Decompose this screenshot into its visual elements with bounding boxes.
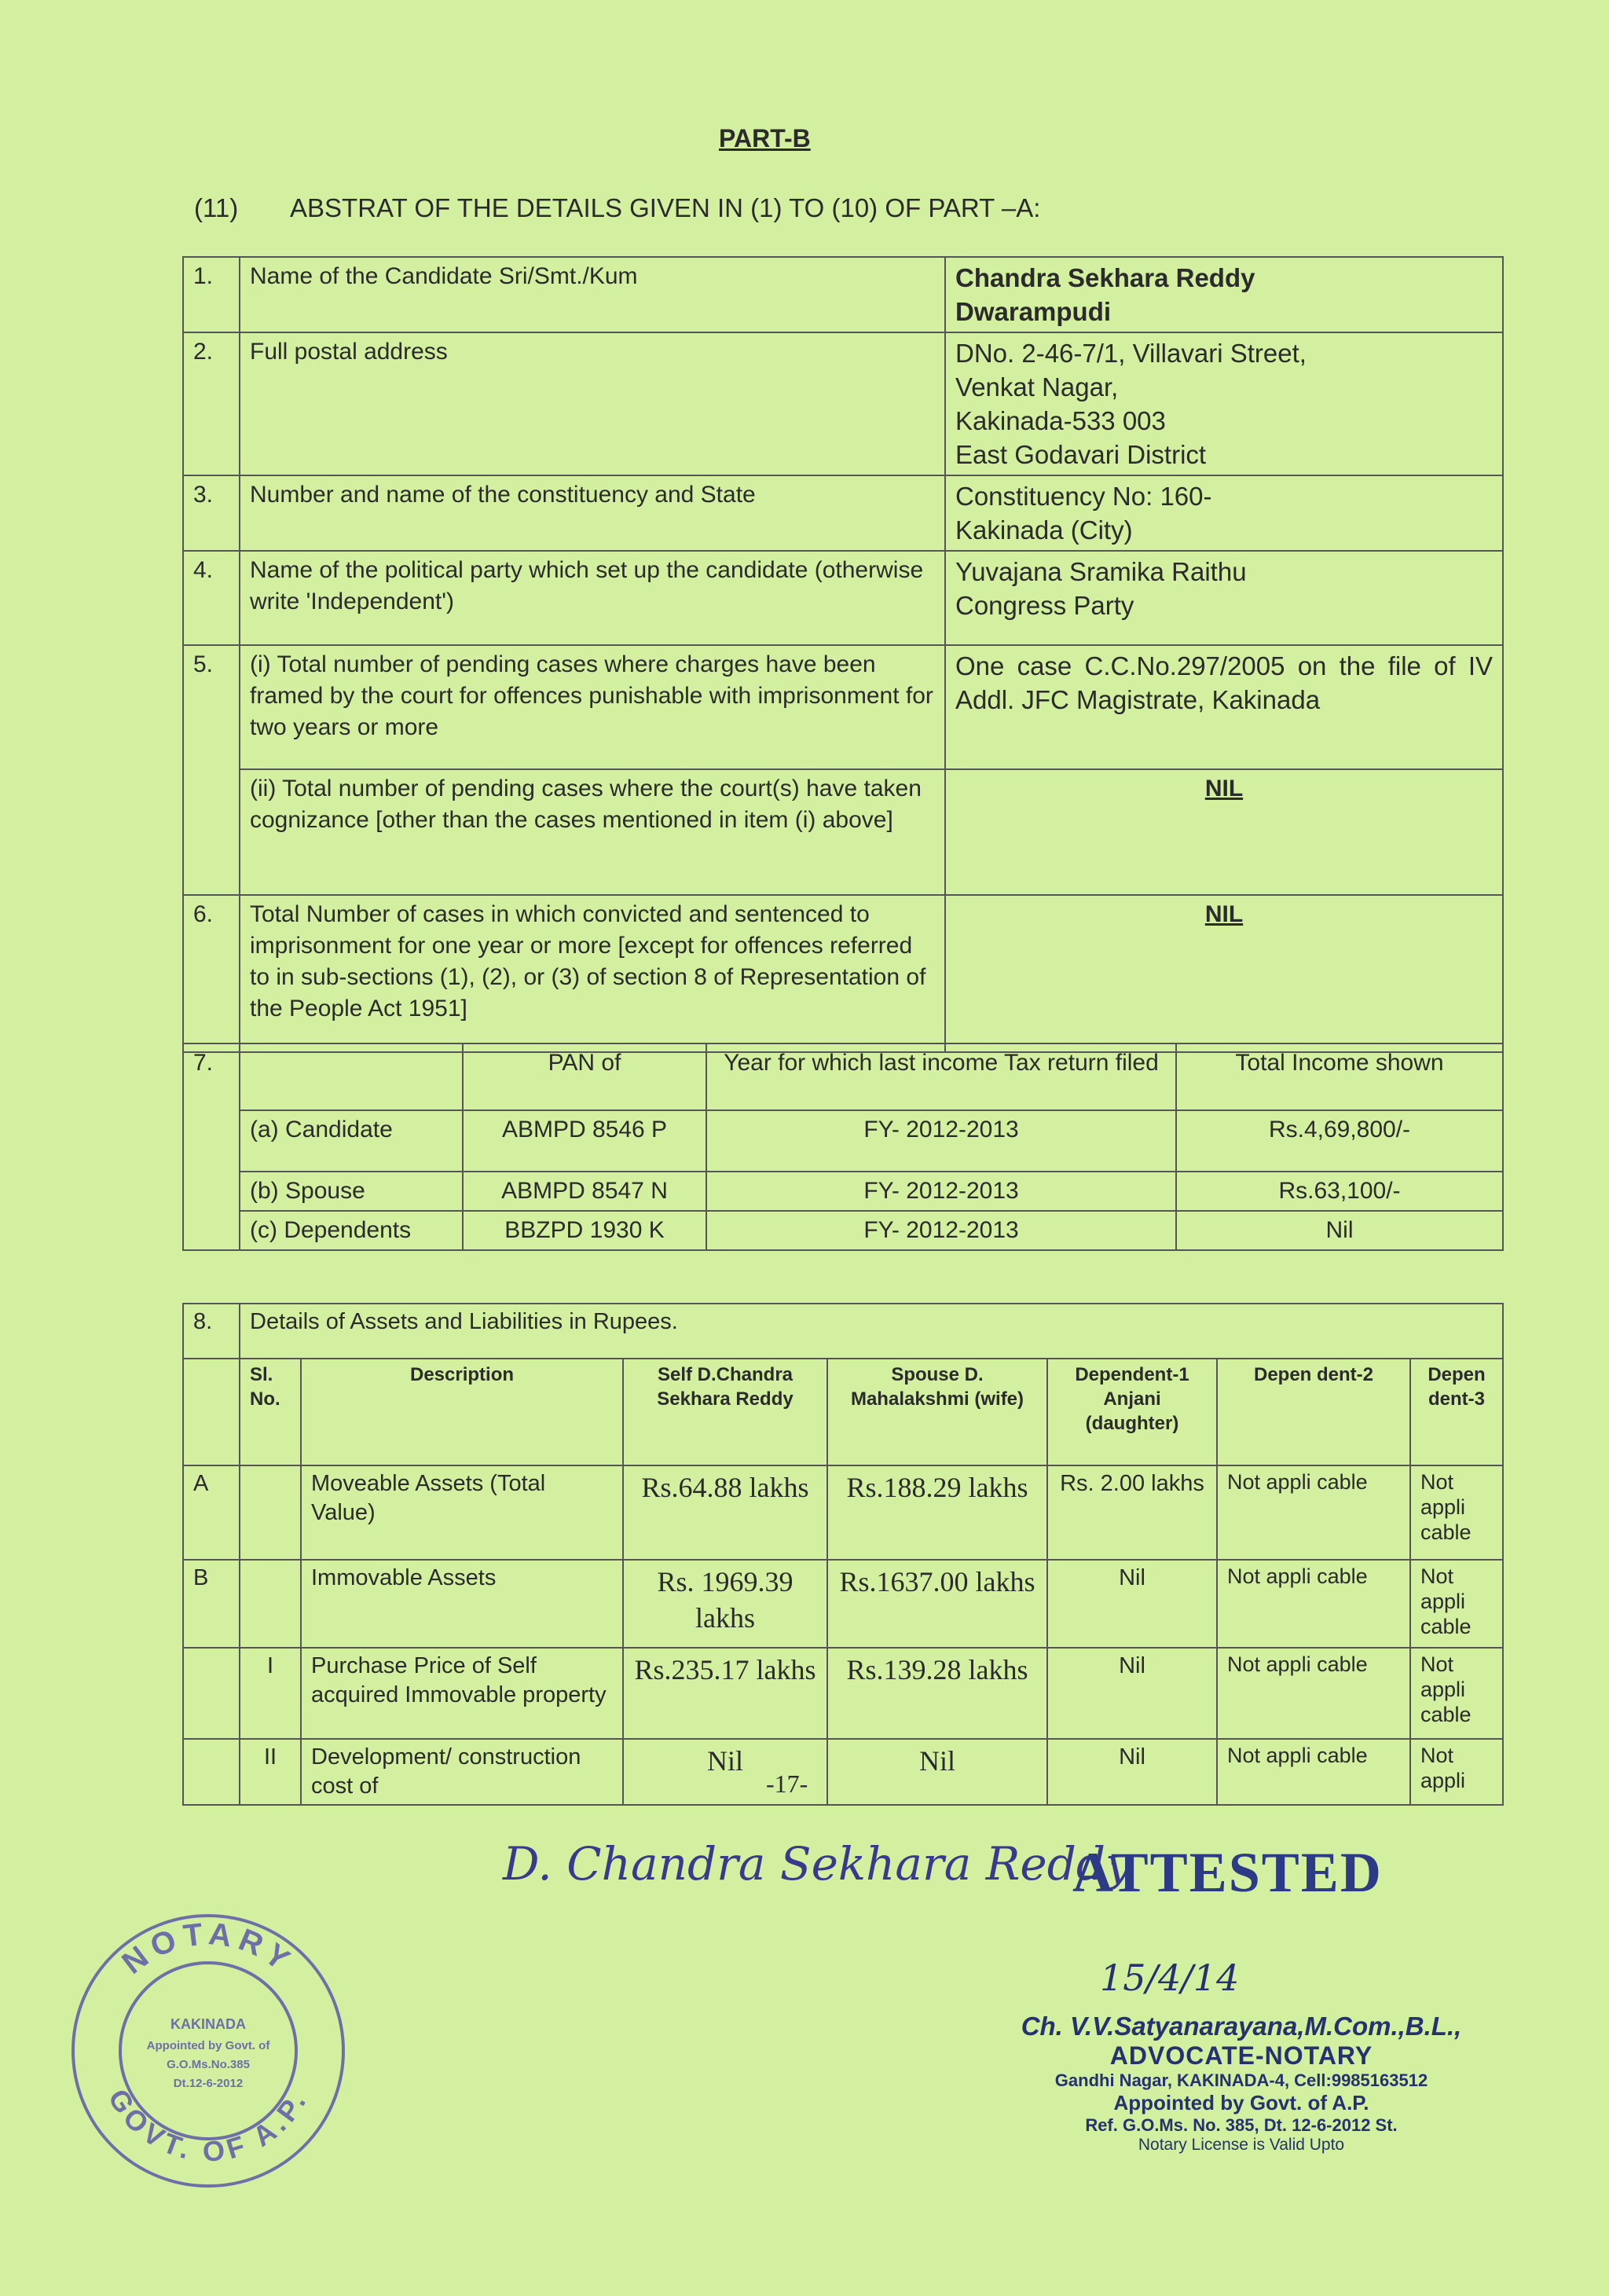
- tax-year: FY- 2012-2013: [706, 1110, 1176, 1172]
- total-income: Nil: [1176, 1211, 1503, 1250]
- asset-dependent-3-value: Not appli cable: [1410, 1648, 1503, 1739]
- page-number: -17-: [766, 1770, 808, 1798]
- section-number: (11): [194, 193, 239, 222]
- svg-text:GOVT. OF A.P.: [102, 2083, 314, 2168]
- asset-sl: [240, 1560, 301, 1648]
- pending-cases-cognizance-label: (ii) Total number of pending cases where the court(s) have taken cognizance [other than the cases mentioned in item (i) above]: [240, 769, 945, 895]
- asset-code: [183, 1739, 240, 1805]
- seal-bottom-text: GOVT. OF A.P.: [101, 2083, 314, 2168]
- row-number: 1.: [183, 257, 240, 332]
- dependent-3-header: Depen dent-3: [1410, 1359, 1503, 1465]
- row-number: 7.: [183, 1043, 240, 1250]
- asset-dependent-1-value: Rs. 2.00 lakhs: [1047, 1465, 1217, 1560]
- asset-spouse-value: Nil: [827, 1739, 1047, 1805]
- asset-dependent-2-value: Not appli cable: [1217, 1560, 1410, 1648]
- asset-dependent-2-value: Not appli cable: [1217, 1739, 1410, 1805]
- notary-license: Notary License is Valid Upto: [1138, 2136, 1345, 2154]
- postal-address-value: [945, 332, 1503, 475]
- assets-title-row: [183, 1304, 1503, 1359]
- row-convictions: [183, 895, 1503, 1052]
- row-number: 3.: [183, 475, 240, 551]
- constituency-label: Number and name of the constituency and State: [240, 475, 945, 551]
- row-number: 6.: [183, 895, 240, 1052]
- tax-year: FY- 2012-2013: [706, 1211, 1176, 1250]
- pan-header: PAN of: [463, 1043, 706, 1110]
- constituency-line: Constituency No: 160-: [955, 482, 1212, 511]
- candidate-name-line: Chandra Sekhara Reddy: [955, 263, 1255, 292]
- asset-description: Moveable Assets (Total Value): [301, 1465, 623, 1560]
- notary-signature-date: 15/4/14: [1100, 1957, 1240, 1999]
- convictions-value: NIL: [1204, 901, 1244, 927]
- row-constituency: [183, 475, 1503, 551]
- assets-title: Details of Assets and Liabilities in Rupees.: [240, 1304, 1503, 1359]
- asset-sl: [240, 1465, 301, 1560]
- asset-sl: I: [240, 1648, 301, 1739]
- pan-number: ABMPD 8546 P: [463, 1110, 706, 1172]
- asset-self-value: Nil: [623, 1739, 827, 1805]
- candidate-surname-line: Dwarampudi: [955, 297, 1112, 326]
- notary-ref: Ref. G.O.Ms. No. 385, Dt. 12-6-2012 St.: [1085, 2115, 1398, 2135]
- asset-spouse-value: Rs.139.28 lakhs: [827, 1648, 1047, 1739]
- pending-cases-cognizance-value: NIL: [1204, 776, 1244, 801]
- dependent-1-header: Dependent-1 Anjani (daughter): [1047, 1359, 1217, 1465]
- address-line: Venkat Nagar,: [955, 372, 1119, 402]
- asset-dependent-3-value: Not appli cable: [1410, 1560, 1503, 1648]
- pending-cases-charges-value: One case C.C.No.297/2005 on the file of IV Addl. JFC Magistrate, Kakinada: [945, 645, 1503, 769]
- total-income: Rs.63,100/-: [1176, 1172, 1503, 1211]
- svg-text:NOTARY: [115, 1916, 300, 1981]
- pending-cases-cognizance-cell: [945, 769, 1503, 895]
- asset-dependent-3-value: Not appli cable: [1410, 1465, 1503, 1560]
- pan-number: BBZPD 1930 K: [463, 1211, 706, 1250]
- description-header: Description: [301, 1359, 623, 1465]
- seal-inner-line: G.O.Ms.No.385: [167, 2058, 250, 2071]
- income-tax-header-row: [183, 1043, 1503, 1110]
- asset-spouse-value: Rs.188.29 lakhs: [827, 1465, 1047, 1560]
- convictions-label: Total Number of cases in which convicted and sentenced to imprisonment for one year or more [except for offences referred to in sub-sections (1), (2), or (3) of section 8 of Representation of the People Act 1951]: [240, 895, 945, 1052]
- assets-header-row: [183, 1359, 1503, 1465]
- asset-dependent-2-value: Not appli cable: [1217, 1648, 1410, 1739]
- asset-sl: II: [240, 1739, 301, 1805]
- seal-inner-line: Dt.12-6-2012: [173, 2077, 244, 2090]
- constituency-line: Kakinada (City): [955, 515, 1133, 545]
- row-pending-cases-charges: [183, 645, 1503, 769]
- candidate-details-table: [182, 256, 1504, 1053]
- address-line: Kakinada-533 003: [955, 406, 1166, 435]
- row-pending-cases-cognizance: [183, 769, 1503, 895]
- seal-outer-text: NOTARY: [115, 1916, 301, 1981]
- tax-year-header: Year for which last income Tax return filed: [706, 1043, 1176, 1110]
- candidate-name-label: Name of the Candidate Sri/Smt./Kum: [240, 257, 945, 332]
- assets-table: [182, 1303, 1504, 1806]
- income-header: Total Income shown: [1176, 1043, 1503, 1110]
- self-header: Self D.Chandra Sekhara Reddy: [623, 1359, 827, 1465]
- income-tax-table: [182, 1043, 1504, 1251]
- blank-cell: [240, 1043, 463, 1110]
- row-number: 4.: [183, 551, 240, 645]
- asset-code: B: [183, 1560, 240, 1648]
- asset-description: Development/ construction cost of: [301, 1739, 623, 1805]
- asset-self-value: Rs.64.88 lakhs: [623, 1465, 827, 1560]
- asset-dependent-1-value: Nil: [1047, 1739, 1217, 1805]
- row-candidate-name: [183, 257, 1503, 332]
- tax-year: FY- 2012-2013: [706, 1172, 1176, 1211]
- asset-dependent-2-value: Not appli cable: [1217, 1465, 1410, 1560]
- convictions-cell: [945, 895, 1503, 1052]
- person-label: (b) Spouse: [240, 1172, 463, 1211]
- row-number: 5.: [183, 645, 240, 895]
- row-political-party: [183, 551, 1503, 645]
- asset-row-immovable: [183, 1560, 1503, 1648]
- total-income: Rs.4,69,800/-: [1176, 1110, 1503, 1172]
- income-tax-row-candidate: [183, 1110, 1503, 1172]
- row-postal-address: [183, 332, 1503, 475]
- asset-dependent-3-value: Not appli: [1410, 1739, 1503, 1805]
- section-heading: [194, 193, 1040, 223]
- party-line: Yuvajana Sramika Raithu: [955, 557, 1247, 586]
- postal-address-label: Full postal address: [240, 332, 945, 475]
- income-tax-row-spouse: [183, 1172, 1503, 1211]
- asset-description: Immovable Assets: [301, 1560, 623, 1648]
- asset-dependent-1-value: Nil: [1047, 1560, 1217, 1648]
- row-number: 8.: [183, 1304, 240, 1359]
- part-title: PART-B: [719, 124, 811, 152]
- seal-inner-line: Appointed by Govt. of: [146, 2039, 270, 2052]
- section-heading-text: ABSTRAT OF THE DETAILS GIVEN IN (1) TO (10) OF PART –A:: [290, 193, 1041, 222]
- notary-title: ADVOCATE-NOTARY: [1109, 2041, 1373, 2070]
- asset-self-value: Rs.235.17 lakhs: [623, 1648, 827, 1739]
- dependent-2-header: Depen dent-2: [1217, 1359, 1410, 1465]
- asset-dependent-1-value: Nil: [1047, 1648, 1217, 1739]
- asset-row-purchase-price: [183, 1648, 1503, 1739]
- asset-self-value: Rs. 1969.39 lakhs: [623, 1560, 827, 1648]
- notary-appointed: Appointed by Govt. of A.P.: [1113, 2091, 1369, 2114]
- address-line: East Godavari District: [955, 440, 1207, 469]
- asset-row-moveable: [183, 1465, 1503, 1560]
- political-party-label: Name of the political party which set up the candidate (otherwise write 'Independent'): [240, 551, 945, 645]
- pending-cases-charges-label: (i) Total number of pending cases where charges have been framed by the court for offences punishable with imprisonment for two years or more: [240, 645, 945, 769]
- candidate-name-value: [945, 257, 1503, 332]
- party-line: Congress Party: [955, 591, 1134, 620]
- notary-name: Ch. V.V.Satyanarayana,M.Com.,B.L.,: [1021, 2012, 1462, 2041]
- notary-seal-icon: [67, 1909, 350, 2192]
- asset-description: Purchase Price of Self acquired Immovable property: [301, 1648, 623, 1739]
- notary-address: Gandhi Nagar, KAKINADA-4, Cell:9985163512: [1054, 2070, 1428, 2090]
- person-label: (a) Candidate: [240, 1110, 463, 1172]
- political-party-value: [945, 551, 1503, 645]
- asset-spouse-value: Rs.1637.00 lakhs: [827, 1560, 1047, 1648]
- asset-code: A: [183, 1465, 240, 1560]
- constituency-value: [945, 475, 1503, 551]
- pan-number: ABMPD 8547 N: [463, 1172, 706, 1211]
- attested-stamp: ATTESTED: [1072, 1841, 1383, 1904]
- notary-stamp: [958, 2012, 1524, 2155]
- sl-no-header: Sl. No.: [240, 1359, 301, 1465]
- person-label: (c) Dependents: [240, 1211, 463, 1250]
- asset-code: [183, 1648, 240, 1739]
- row-number: 2.: [183, 332, 240, 475]
- candidate-signature: D. Chandra Sekhara Reddy: [503, 1837, 1131, 1891]
- income-tax-row-dependents: [183, 1211, 1503, 1250]
- blank-cell: [183, 1359, 240, 1465]
- asset-row-development-cost: [183, 1739, 1503, 1805]
- seal-inner-line: KAKINADA: [170, 2016, 246, 2032]
- address-line: DNo. 2-46-7/1, Villavari Street,: [955, 339, 1307, 368]
- spouse-header: Spouse D. Mahalakshmi (wife): [827, 1359, 1047, 1465]
